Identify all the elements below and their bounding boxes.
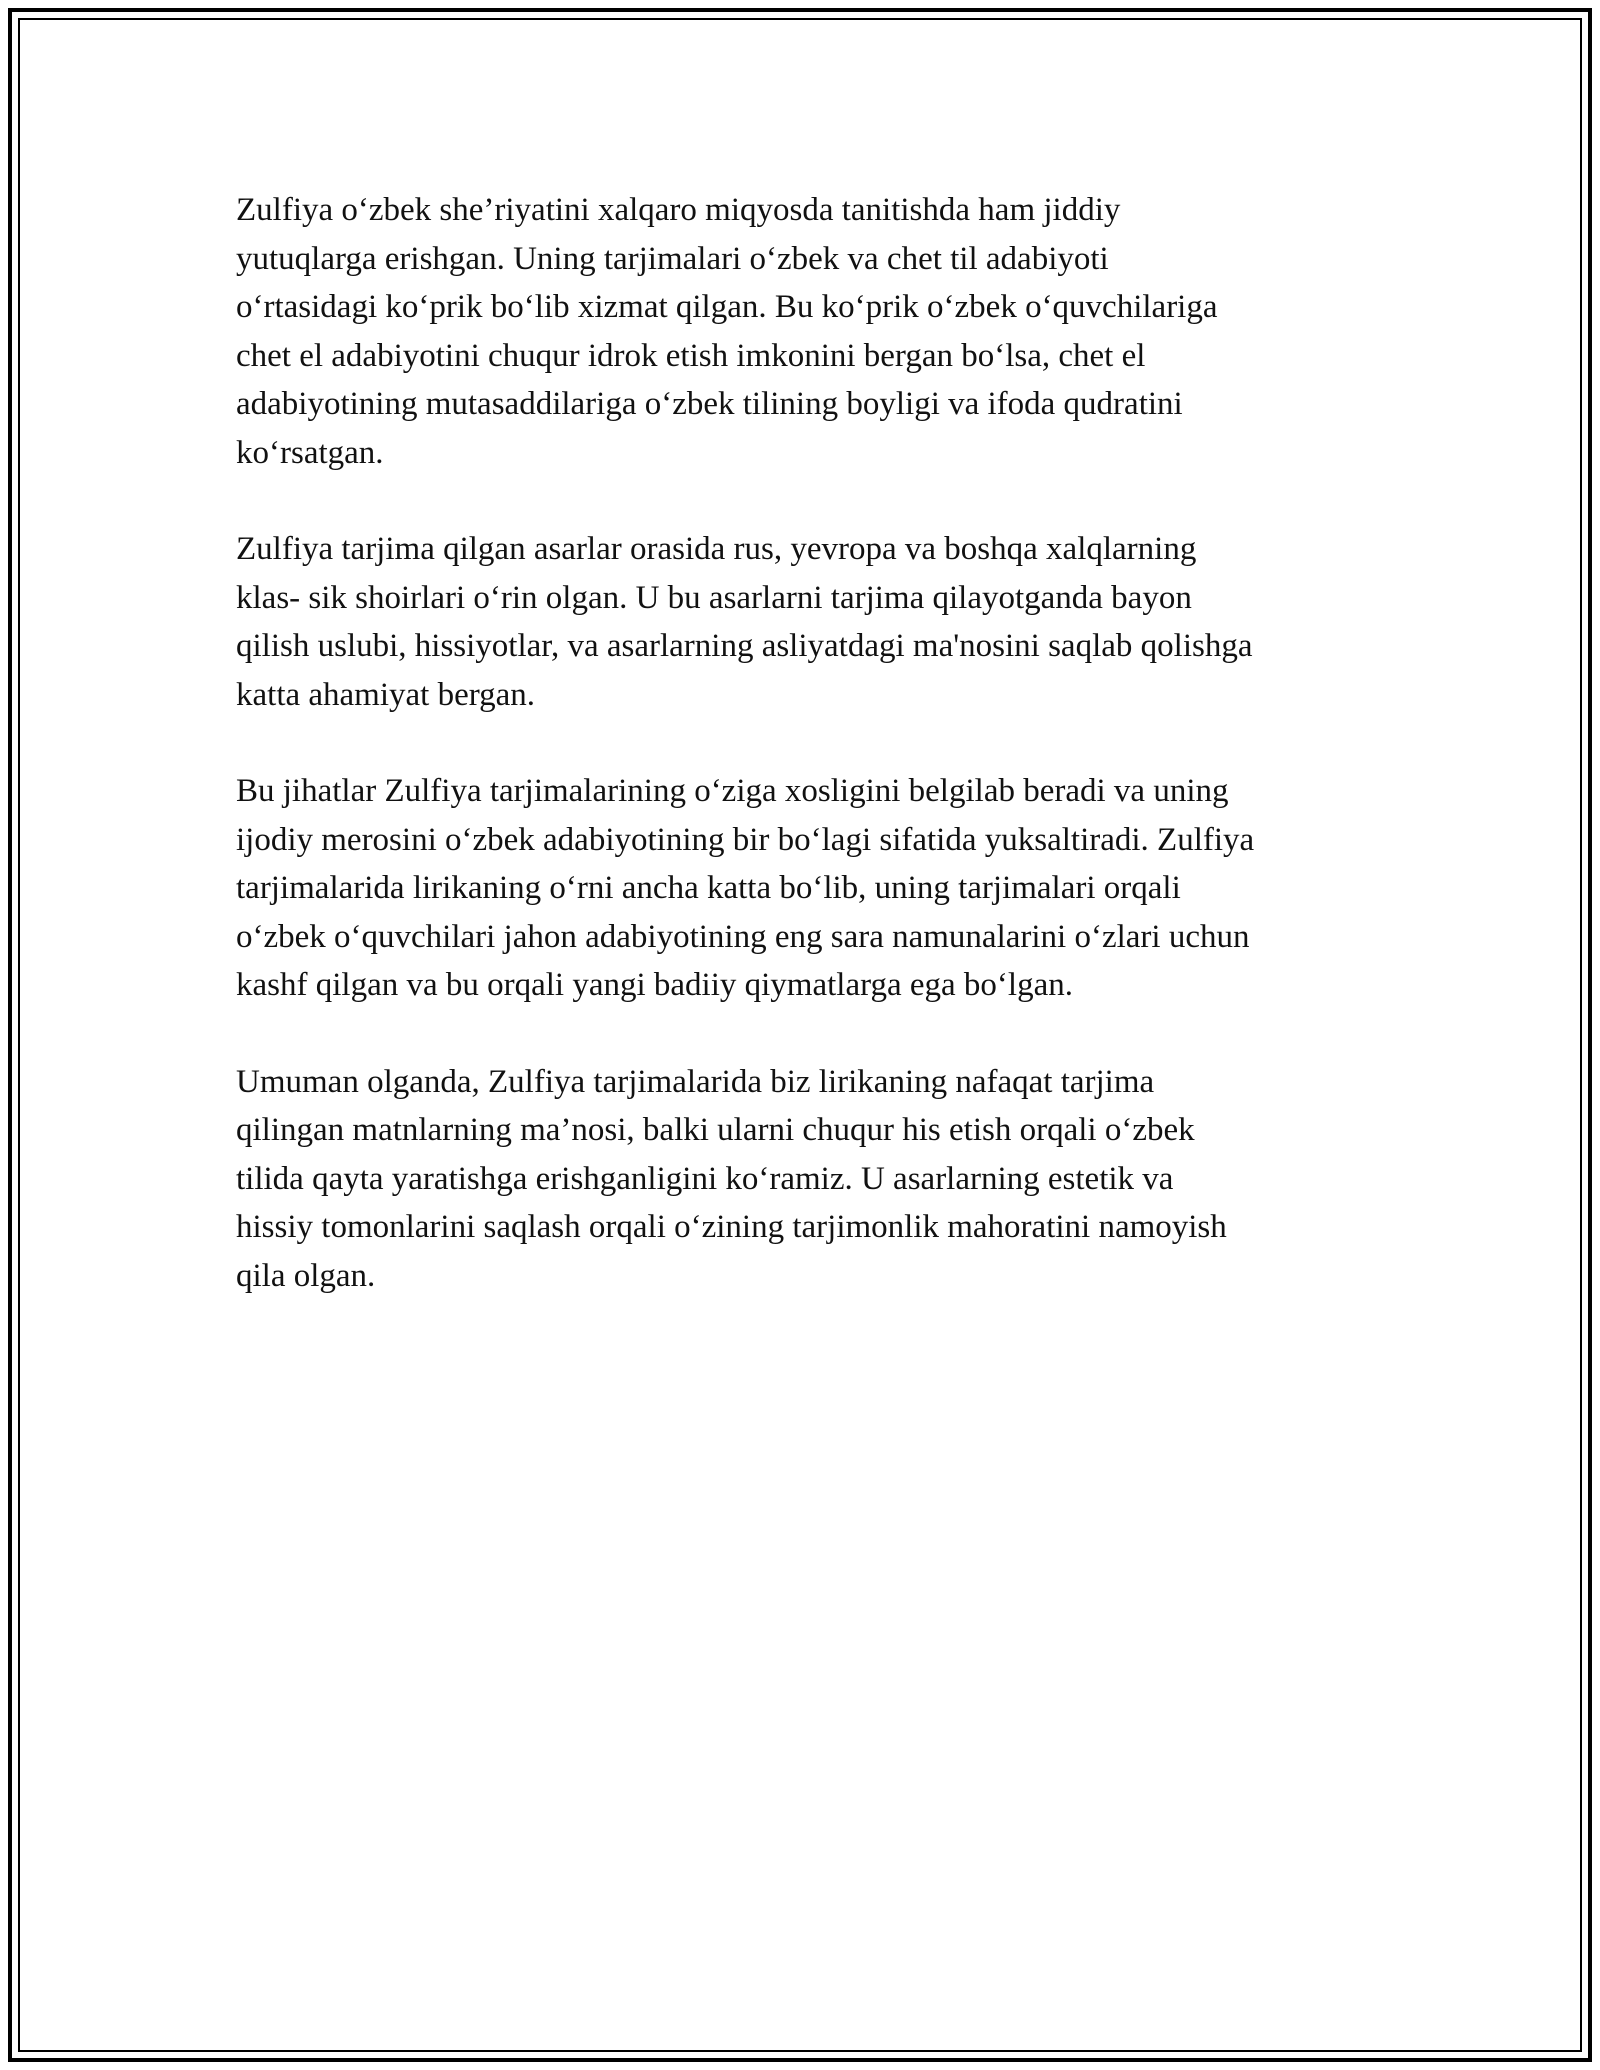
paragraph-1: Zulfiya o‘zbek she’riyatini xalqaro miqyosda tanitishda ham jiddiy yutuqlarga erishgan. Uning tarjimalari o‘zbek va chet til adabiyoti o‘rtasidagi ko‘prik bo‘lib xizmat qilgan. Bu ko‘prik o‘zbek o‘quvchilariga chet el adabiyotini chuqur idrok etish imkonini bergan bo‘lsa, chet el adabiyotining mutasaddilariga o‘zbek tilining boyligi va ifoda qudratini ko‘rsatgan.: [236, 192, 1218, 471]
paragraph-2: Zulfiya tarjima qilgan asarlar orasida rus, yevropa va boshqa xalqlarning klas- sik shoirlari o‘rin olgan. U bu asarlarni tarjima qilayotganda bayon qilish uslubi, hissiyotlar, va asarlarning asliyatdagi ma'nosini saqlab qolishga katta ahamiyat bergan.: [236, 531, 1253, 713]
document-body: [236, 186, 1376, 1348]
paragraph-4: Umuman olganda, Zulfiya tarjimalarida biz lirikaning nafaqat tarjima qilingan matnlarning ma’nosi, balki ularni chuqur his etish orqali o‘zbek tilida qayta yaratishga erishganligini ko‘ramiz. U asarlarning estetik va hissiy tomonlarini saqlash orqali o‘zining tarjimonlik mahoratini namoyish qila olgan.: [236, 1063, 1227, 1294]
paragraph-3: Bu jihatlar Zulfiya tarjimalarining o‘ziga xosligini belgilab beradi va uning ijodiy merosini o‘zbek adabiyotining bir bo‘lagi sifatida yuksaltiradi. Zulfiya tarjimalarida lirikaning o‘rni ancha katta bo‘lib, uning tarjimalari orqali o‘zbek o‘quvchilari jahon adabiyotining eng sara namunalarini o‘zlari uchun kashf qilgan va bu orqali yangi badiiy qiymatlarga ega bo‘lgan.: [236, 773, 1255, 1003]
